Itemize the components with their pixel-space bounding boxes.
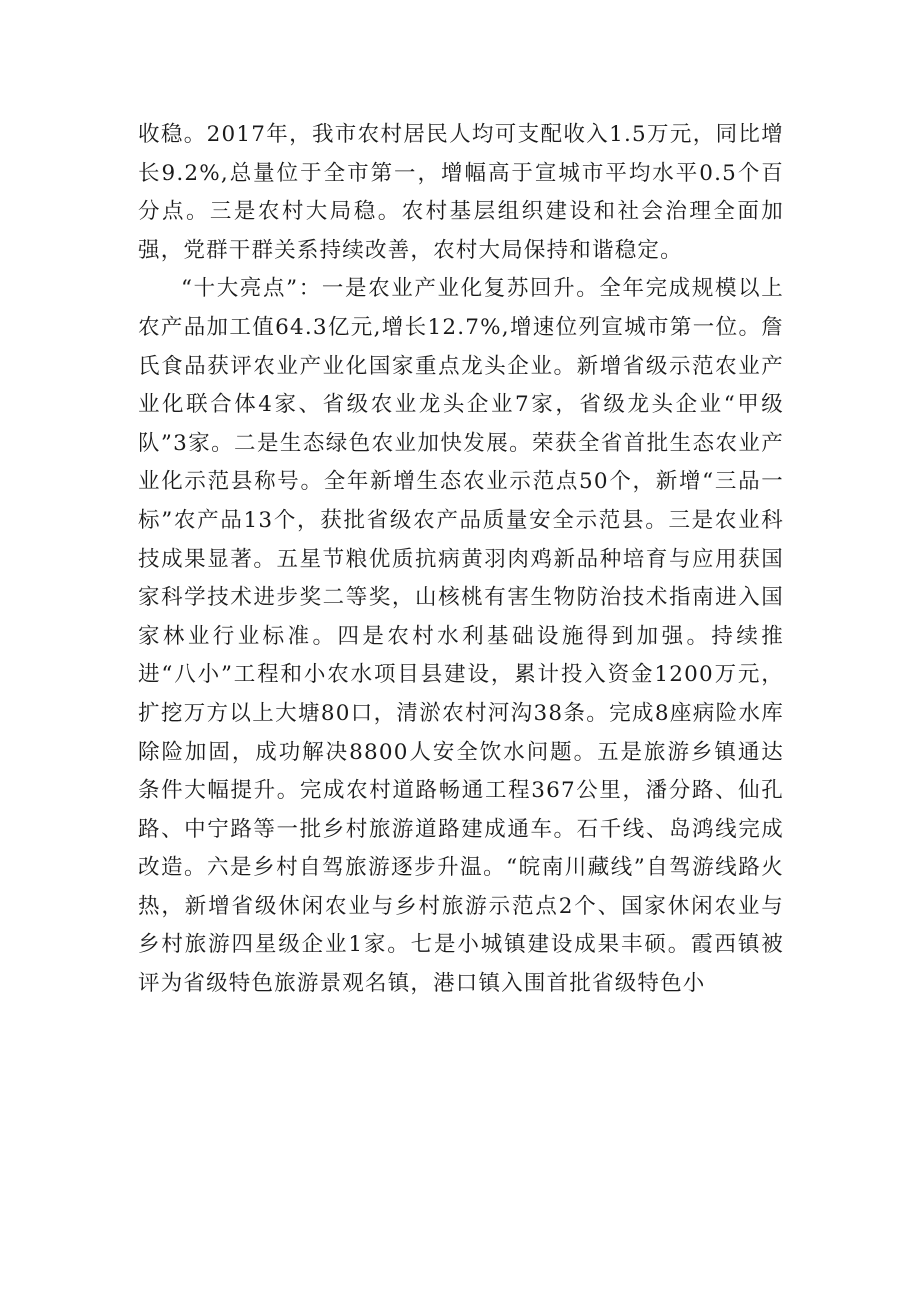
document-page [138, 116, 784, 1004]
paragraph-ten-highlights: “十大亮点”：一是农业产业化复苏回升。全年完成规模以上农产品加工值64.3亿元,增长12.7%,增速位列宣城市第一位。詹氏食品获评农业产业化国家重点龙头企业。新增省级示范农业产业化联合体4家、省级农业龙头企业7家，省级龙头企业“甲级队”3家。二是生态绿色农业加快发展。荣获全省首批生态农业产业化示范县称号。全年新增生态农业示范点50个，新增“三品一标”农产品13个，获批省级农产品质量安全示范县。三是农业科技成果显著。五星节粮优质抗病黄羽肉鸡新品种培育与应用获国家科学技术进步奖二等奖，山核桃有害生物防治技术指南进入国家林业行业标准。四是农村水利基础设施得到加强。持续推进“八小”工程和小农水项目县建设，累计投入资金1200万元，扩挖万方以上大塘80口，清淤农村河沟38条。完成8座病险水库除险加固，成功解决8800人安全饮水问题。五是旅游乡镇通达条件大幅提升。完成农村道路畅通工程367公里，潘分路、仙孔路、中宁路等一批乡村旅游道路建成通车。石千线、岛鸿线完成改造。六是乡村自驾旅游逐步升温。“皖南川藏线”自驾游线路火热，新增省级休闲农业与乡村旅游示范点2个、国家休闲农业与乡村旅游四星级企业1家。七是小城镇建设成果丰硕。霞西镇被评为省级特色旅游景观名镇，港口镇入围首批省级特色小 [138, 276, 784, 997]
paragraph-rural-stability: 收稳。2017年，我市农村居民人均可支配收入1.5万元，同比增长9.2%,总量位于全市第一，增幅高于宣城市平均水平0.5个百分点。三是农村大局稳。农村基层组织建设和社会治理全面加强，党群干群关系持续改善，农村大局保持和谐稳定。 [138, 122, 784, 263]
